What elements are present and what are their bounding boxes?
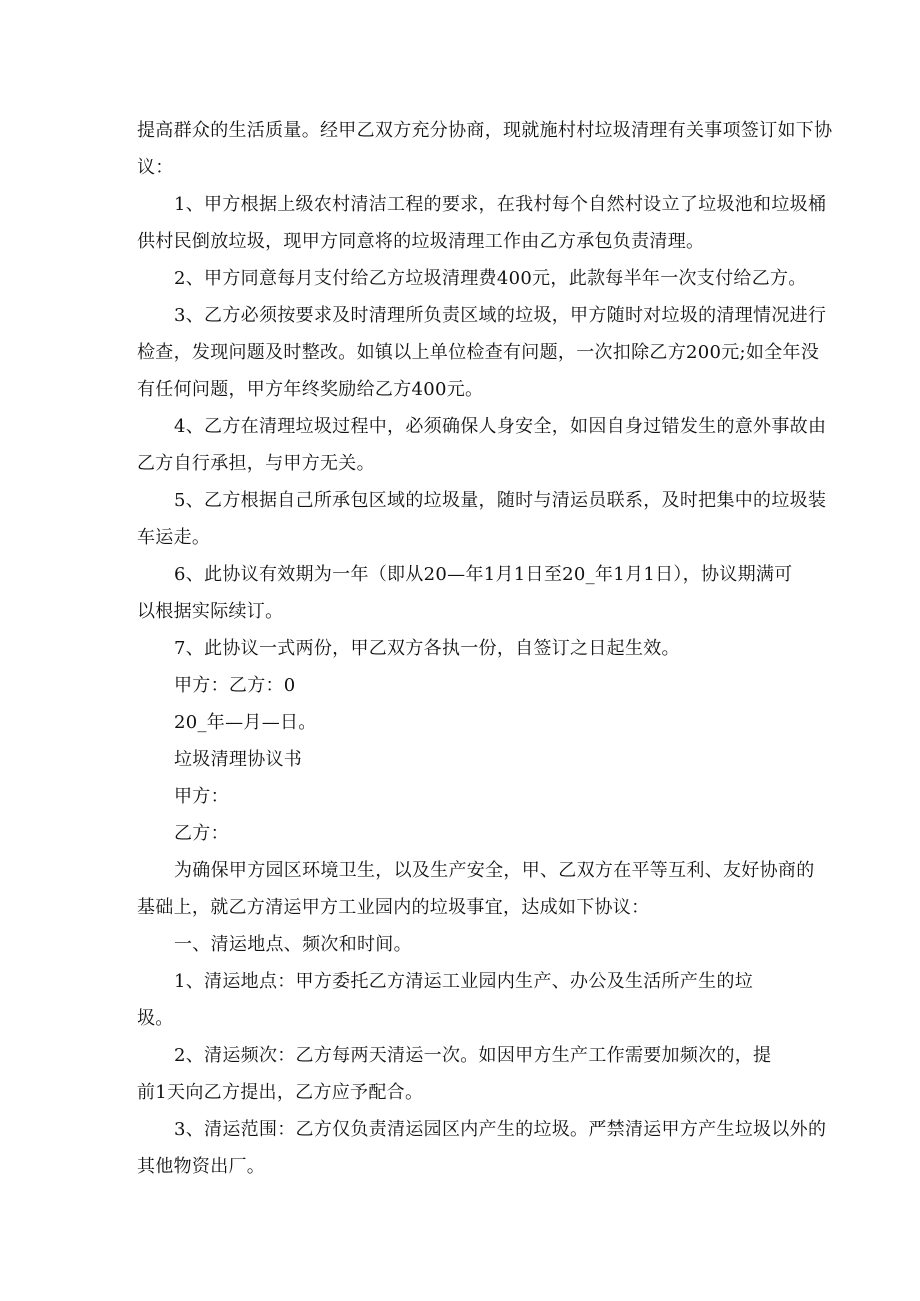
signature-line: 甲方：乙方：0 <box>174 675 296 696</box>
party-b-label: 乙方： <box>174 823 229 844</box>
paragraph-line: 2、清运频次：乙方每两天清运一次。如因甲方生产工作需要加频次的，提 <box>174 1045 772 1066</box>
paragraph-line: 供村民倒放垃圾，现甲方同意将的垃圾清理工作由乙方承包负责清理。 <box>137 231 705 252</box>
paragraph-line: 其他物资出厂。 <box>137 1156 266 1177</box>
party-a-label: 甲方： <box>174 786 229 807</box>
paragraph-line: 检查，发现问题及时整改。如镇以上单位检查有问题，一次扣除乙方200元;如全年没 <box>137 342 820 363</box>
document-title: 垃圾清理协议书 <box>174 749 303 770</box>
date-line: 20_年—月—日。 <box>174 712 317 733</box>
paragraph-line: 7、此协议一式两份，甲乙双方各执一份，自签订之日起生效。 <box>174 638 680 659</box>
paragraph-line: 议： <box>137 157 174 178</box>
paragraph-line: 有任何问题，甲方年终奖励给乙方400元。 <box>137 379 484 400</box>
section-heading: 一、清运地点、频次和时间。 <box>174 934 412 955</box>
paragraph-line: 前1天向乙方提出，乙方应予配合。 <box>137 1082 424 1103</box>
paragraph-line: 1、甲方根据上级农村清洁工程的要求，在我村每个自然村设立了垃圾池和垃圾桶 <box>174 194 827 215</box>
paragraph-line: 2、甲方同意每月支付给乙方垃圾清理费400元，此款每半年一次支付给乙方。 <box>174 268 807 289</box>
paragraph-line: 6、此协议有效期为一年（即从20—年1月1日至20_年1月1日），协议期满可 <box>174 564 793 585</box>
paragraph-line: 为确保甲方园区环境卫生，以及生产安全，甲、乙双方在平等互利、友好协商的 <box>174 860 815 881</box>
paragraph-line: 3、乙方必须按要求及时清理所负责区域的垃圾，甲方随时对垃圾的清理情况进行 <box>174 305 827 326</box>
paragraph-line: 乙方自行承担，与甲方无关。 <box>137 453 375 474</box>
paragraph-line: 提高群众的生活质量。经甲乙双方充分协商，现就施村村垃圾清理有关事项签订如下协 <box>137 120 833 141</box>
paragraph-line: 4、乙方在清理垃圾过程中，必须确保人身安全，如因自身过错发生的意外事故由 <box>174 416 827 437</box>
paragraph-line: 车运走。 <box>137 527 211 548</box>
paragraph-line: 3、清运范围：乙方仅负责清运园区内产生的垃圾。严禁清运甲方产生垃圾以外的 <box>174 1119 827 1140</box>
paragraph-line: 5、乙方根据自己所承包区域的垃圾量，随时与清运员联系，及时把集中的垃圾装 <box>174 490 827 511</box>
paragraph-line: 基础上，就乙方清运甲方工业园内的垃圾事宜，达成如下协议： <box>137 897 650 918</box>
paragraph-line: 1、清运地点：甲方委托乙方清运工业园内生产、办公及生活所产生的垃 <box>174 971 754 992</box>
paragraph-line: 圾。 <box>137 1008 174 1029</box>
paragraph-line: 以根据实际续订。 <box>137 601 284 622</box>
